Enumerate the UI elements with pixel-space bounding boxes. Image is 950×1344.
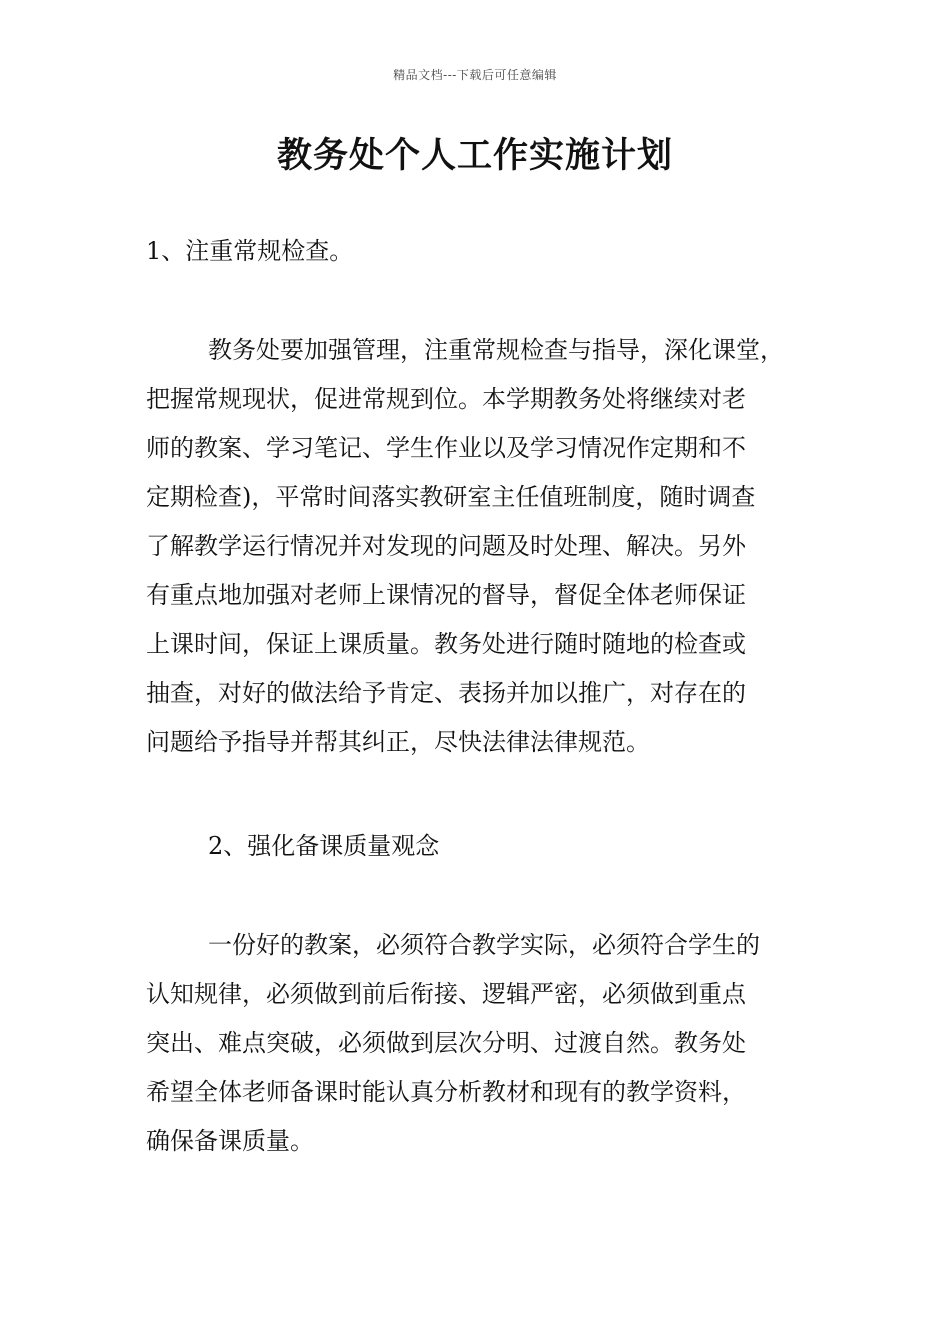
- document-title: 教务处个人工作实施计划: [276, 136, 673, 176]
- paragraph-line: 问题给予指导并帮其纠正，尽快法律法律规范。: [146, 728, 650, 756]
- paragraph-line: 突出、难点突破，必须做到层次分明、过渡自然。教务处: [146, 1029, 746, 1057]
- header-note: 精品文档---下载后可任意编辑: [393, 68, 557, 82]
- paragraph-line: 把握常规现状，促进常规到位。本学期教务处将继续对老: [146, 385, 746, 413]
- paragraph-line: 抽查，对好的做法给予肯定、表扬并加以推广，对存在的: [146, 679, 746, 707]
- paragraph-line: 认知规律，必须做到前后衔接、逻辑严密，必须做到重点: [146, 980, 746, 1008]
- paragraph-line: 定期检查)，平常时间落实教研室主任值班制度，随时调查: [146, 483, 756, 511]
- section-2-paragraph: [146, 921, 826, 1166]
- paragraph-line: 师的教案、学习笔记、学生作业以及学习情况作定期和不: [146, 434, 746, 462]
- paragraph-line: 教务处要加强管理，注重常规检查与指导，深化课堂，: [208, 336, 784, 364]
- paragraph-line: 有重点地加强对老师上课情况的督导，督促全体老师保证: [146, 581, 746, 609]
- paragraph-line: 希望全体老师备课时能认真分析教材和现有的教学资料，: [146, 1078, 746, 1106]
- section-2-heading: 2、强化备课质量观念: [208, 832, 440, 860]
- paragraph-line: 上课时间，保证上课质量。教务处进行随时随地的检查或: [146, 630, 746, 658]
- paragraph-line: 确保备课质量。: [146, 1127, 314, 1155]
- section-1-heading: 1、注重常规检查。: [146, 237, 354, 265]
- paragraph-line: 一份好的教案，必须符合教学实际，必须符合学生的: [208, 931, 760, 959]
- section-1-paragraph: [146, 326, 826, 767]
- paragraph-line: 了解教学运行情况并对发现的问题及时处理、解决。另外: [146, 532, 746, 560]
